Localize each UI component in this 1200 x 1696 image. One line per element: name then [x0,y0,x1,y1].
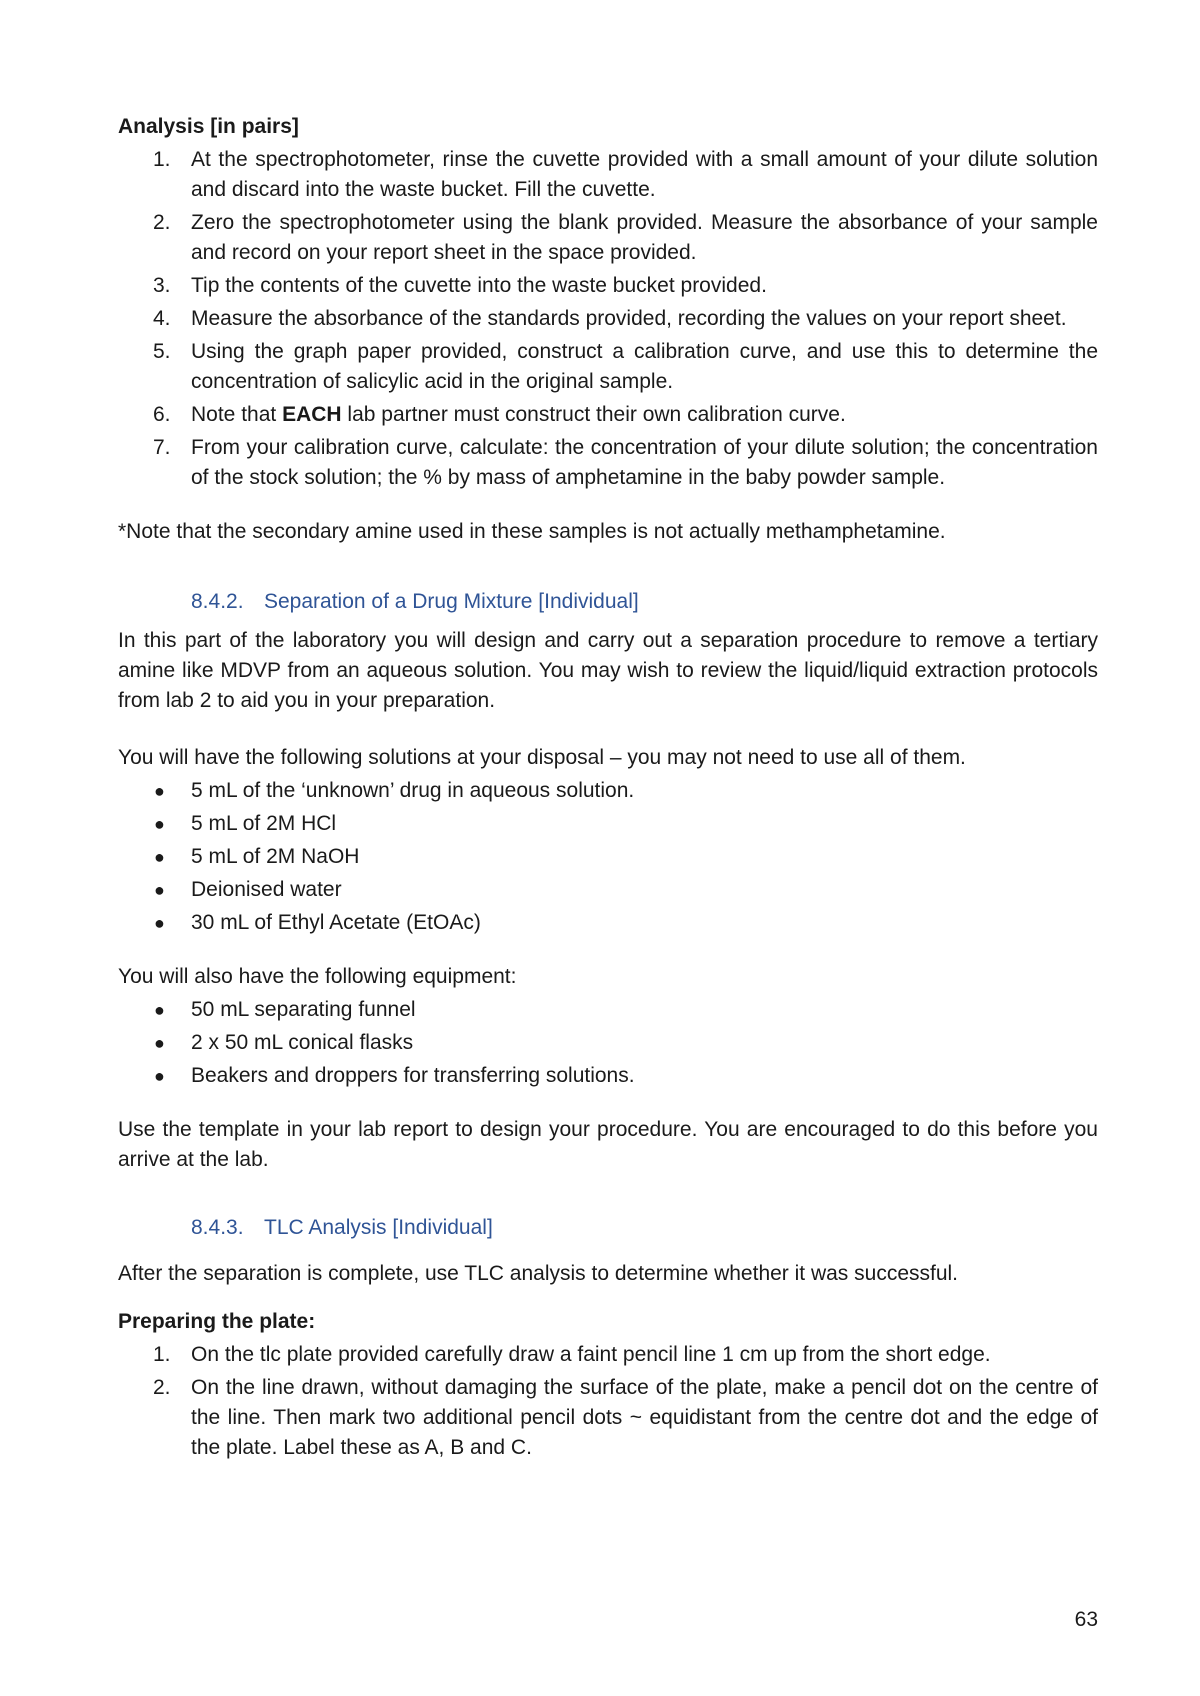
bullet-icon: ● [154,913,165,933]
equipment-intro: You will also have the following equipment: [118,965,517,988]
list-item [118,842,1098,872]
step-number: 2. [153,211,171,234]
bullet-icon: ● [154,847,165,867]
item-text: 5 mL of 2M HCl [191,812,337,835]
step-number: 5. [153,340,171,363]
item-text: 30 mL of Ethyl Acetate (EtOAc) [191,911,481,934]
step-text: From your calibration curve, calculate: the concentration of your dilute solution; the concentration of the stock solution; the % by mass of amphetamine in the baby powder sample. [191,436,1098,489]
item-text: 5 mL of the ‘unknown’ drug in aqueous solution. [191,779,635,802]
bullet-icon: ● [154,880,165,900]
tlc-intro: After the separation is complete, use TLC analysis to determine whether it was successful. [118,1262,959,1285]
tlc-steps [118,1340,1098,1463]
separation-closing: Use the template in your lab report to design your procedure. You are encouraged to do this before you arrive at the lab. [118,1118,1098,1171]
list-item [118,995,1098,1025]
list-item [118,875,1098,905]
step-text: On the tlc plate provided carefully draw a faint pencil line 1 cm up from the short edge. [191,1343,991,1366]
list-item [118,145,1098,205]
analysis-steps [118,145,1098,493]
step-text-post: lab partner must construct their own calibration curve. [341,403,846,426]
equipment-list [118,995,1098,1091]
list-item [118,433,1098,493]
item-text: 50 mL separating funnel [191,998,416,1021]
step-number: 1. [153,148,171,171]
step-number: 4. [153,307,171,330]
list-item [118,1061,1098,1091]
step-number: 3. [153,274,171,297]
bullet-icon: ● [154,1000,165,1020]
step-text-emphasis: EACH [282,403,342,426]
document-page [118,112,1098,1466]
step-text: Tip the contents of the cuvette into the waste bucket provided. [191,274,767,297]
prep-heading: Preparing the plate: [118,1310,316,1333]
analysis-heading: Analysis [in pairs] [118,115,299,138]
section-heading-separation [118,587,1098,617]
list-item [118,1028,1098,1058]
bullet-icon: ● [154,1066,165,1086]
list-item [118,208,1098,268]
item-text: 2 x 50 mL conical flasks [191,1031,414,1054]
separation-intro: In this part of the laboratory you will design and carry out a separation procedure to remove a tertiary amine like MDVP from an aqueous solution. You may wish to review the liquid/liquid extraction protocols from lab 2 to aid you in your preparation. [118,629,1098,712]
list-item [118,908,1098,938]
bullet-icon: ● [154,781,165,801]
step-text: At the spectrophotometer, rinse the cuvette provided with a small amount of your dilute solution and discard into the waste bucket. Fill the cuvette. [191,148,1098,201]
step-text: Using the graph paper provided, construct a calibration curve, and use this to determine the concentration of salicylic acid in the original sample. [191,340,1098,393]
analysis-note: *Note that the secondary amine used in these samples is not actually methamphetamine. [118,520,946,543]
item-text: Beakers and droppers for transferring solutions. [191,1064,635,1087]
section-title: TLC Analysis [Individual] [264,1216,493,1239]
list-item [118,776,1098,806]
list-item [118,1340,1098,1370]
step-number: 7. [153,436,171,459]
list-item [118,1373,1098,1463]
solutions-list [118,776,1098,938]
section-number: 8.4.2. [191,590,244,613]
list-item [118,271,1098,301]
step-text: Zero the spectrophotometer using the blank provided. Measure the absorbance of your sample and record on your report sheet in the space provided. [191,211,1098,264]
item-text: 5 mL of 2M NaOH [191,845,360,868]
step-number: 6. [153,403,171,426]
page-number: 63 [1074,1608,1098,1631]
list-item [118,400,1098,430]
section-title: Separation of a Drug Mixture [Individual] [264,590,639,613]
list-item [118,809,1098,839]
section-number: 8.4.3. [191,1216,244,1239]
step-text: Measure the absorbance of the standards provided, recording the values on your report sheet. [191,307,1067,330]
step-text: On the line drawn, without damaging the surface of the plate, make a pencil dot on the centre of the line. Then mark two additional pencil dots ~ equidistant from the centre dot and the edge of the plate. Label these as A, B and C. [191,1376,1098,1459]
step-number: 1. [153,1343,171,1366]
bullet-icon: ● [154,1033,165,1053]
solutions-intro: You will have the following solutions at your disposal – you may not need to use all of them. [118,746,966,769]
list-item [118,304,1098,334]
step-text-pre: Note that [191,403,283,426]
list-item [118,337,1098,397]
item-text: Deionised water [191,878,342,901]
section-heading-tlc [118,1213,1098,1243]
step-number: 2. [153,1376,171,1399]
bullet-icon: ● [154,814,165,834]
